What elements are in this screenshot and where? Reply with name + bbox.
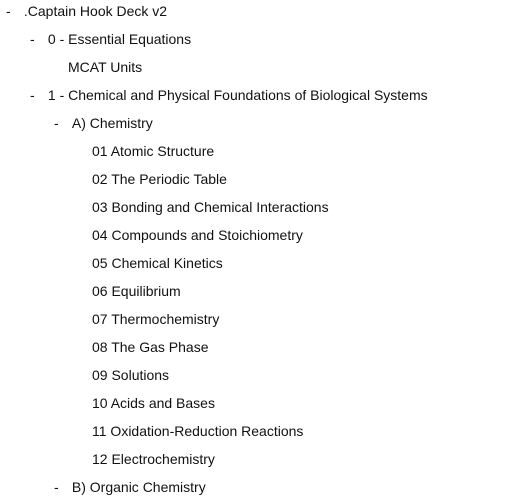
deck-row-chemistry[interactable]: [54, 113, 153, 141]
deck-row-redox[interactable]: [92, 421, 303, 449]
deck-row-solutions[interactable]: [92, 365, 169, 393]
deck-label-equilibrium[interactable]: 06 Equilibrium: [92, 283, 181, 299]
deck-row-organic-chemistry[interactable]: [54, 477, 206, 500]
collapse-toggle-organic-chemistry[interactable]: -: [54, 479, 59, 495]
deck-row-gas-phase[interactable]: [92, 337, 208, 365]
deck-label-acids-bases[interactable]: 10 Acids and Bases: [92, 395, 215, 411]
deck-label-chemical-physical-foundations[interactable]: 1 - Chemical and Physical Foundations of Biological Systems: [47, 87, 428, 103]
deck-label-kinetics[interactable]: 05 Chemical Kinetics: [92, 255, 223, 271]
deck-row-mcat-units[interactable]: [68, 57, 142, 85]
deck-label-organic-chemistry[interactable]: B) Organic Chemistry: [71, 479, 206, 495]
deck-row-kinetics[interactable]: [92, 253, 223, 281]
deck-label-electrochemistry[interactable]: 12 Electrochemistry: [92, 451, 215, 467]
deck-row-essential-equations[interactable]: [30, 29, 191, 57]
deck-row-atomic-structure[interactable]: [92, 141, 214, 169]
deck-label-bonding[interactable]: 03 Bonding and Chemical Interactions: [92, 199, 329, 215]
deck-row-chemical-physical-foundations[interactable]: [30, 85, 428, 113]
deck-row-periodic-table[interactable]: [92, 169, 227, 197]
deck-label-root[interactable]: .Captain Hook Deck v2: [23, 3, 168, 19]
collapse-toggle-essential-equations[interactable]: -: [30, 31, 35, 47]
deck-label-gas-phase[interactable]: 08 The Gas Phase: [92, 339, 209, 355]
deck-row-thermochemistry[interactable]: [92, 309, 219, 337]
collapse-toggle-chemistry[interactable]: -: [54, 115, 59, 131]
deck-label-mcat-units[interactable]: MCAT Units: [68, 59, 143, 75]
deck-label-redox[interactable]: 11 Oxidation-Reduction Reactions: [92, 423, 304, 439]
deck-row-equilibrium[interactable]: [92, 281, 181, 309]
deck-label-compounds[interactable]: 04 Compounds and Stoichiometry: [92, 227, 303, 243]
deck-label-thermochemistry[interactable]: 07 Thermochemistry: [92, 311, 220, 327]
deck-label-periodic-table[interactable]: 02 The Periodic Table: [92, 171, 227, 187]
deck-row-compounds[interactable]: [92, 225, 303, 253]
deck-row-root[interactable]: [6, 1, 167, 29]
deck-label-essential-equations[interactable]: 0 - Essential Equations: [47, 31, 192, 47]
deck-row-bonding[interactable]: [92, 197, 329, 225]
collapse-toggle-root[interactable]: -: [6, 3, 11, 19]
deck-label-solutions[interactable]: 09 Solutions: [92, 367, 170, 383]
deck-label-atomic-structure[interactable]: 01 Atomic Structure: [92, 143, 215, 159]
collapse-toggle-chemical-physical-foundations[interactable]: -: [30, 87, 35, 103]
deck-row-acids-bases[interactable]: [92, 393, 215, 421]
deck-label-chemistry[interactable]: A) Chemistry: [71, 115, 153, 131]
deck-row-electrochemistry[interactable]: [92, 449, 215, 477]
